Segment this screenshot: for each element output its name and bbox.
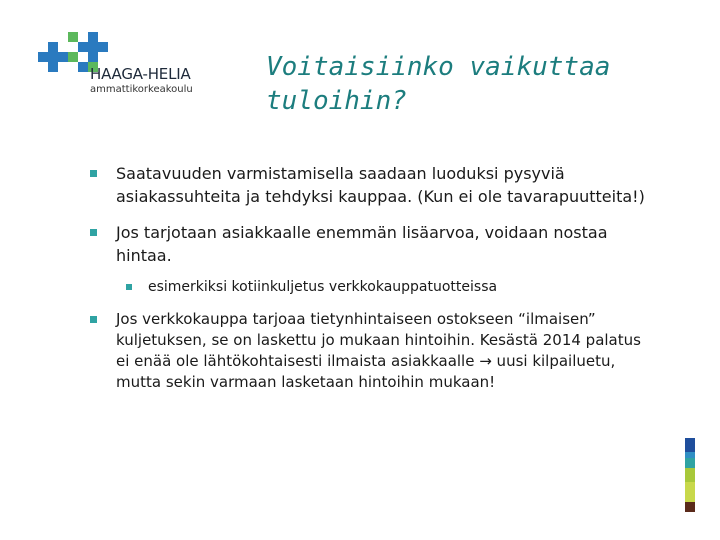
bullet-text: Jos tarjotaan asiakkaalle enemmän lisäarvoa, voidaan nostaa hintaa. [116, 223, 608, 265]
haaga-helia-logo [38, 32, 208, 102]
bullet-square-icon [90, 316, 97, 323]
deco-segment [685, 438, 695, 452]
logo-name: HAAGA-HELIA [90, 65, 191, 83]
slide-content [90, 162, 650, 393]
decorative-color-bar [685, 438, 695, 512]
bullet-item [90, 309, 650, 393]
sub-bullet-text: esimerkiksi kotiinkuljetus verkkokauppatuotteissa [148, 279, 498, 295]
sub-bullet-item [126, 277, 650, 297]
bullet-item [90, 221, 650, 267]
deco-segment [685, 482, 695, 502]
slide-title: Voitaisiinko vaikuttaa tuloihin? [266, 52, 611, 116]
bullet-square-icon [90, 229, 97, 236]
bullet-item [90, 162, 650, 208]
bullet-text: Saatavuuden varmistamisella saadaan luoduksi pysyviä asiakassuhteita ja tehdyksi kauppaa. (Kun ei ole tavarapuutteita!) [116, 164, 645, 206]
bullet-text: Jos verkkokauppa tarjoaa tietynhintaiseen ostokseen “ilmaisen” kuljetuksen, se on laskettu jo mukaan hintoihin. Kesästä 2014 palatus ei enää ole lähtökohtaisesti ilmaista asiakkaalle → uusi kilpailuetu, mutta sekin varmaan lasketaan hintoihin mukaan! [116, 310, 641, 391]
deco-segment [685, 502, 695, 512]
bullet-square-icon [126, 284, 132, 290]
deco-segment [685, 468, 695, 482]
bullet-square-icon [90, 170, 97, 177]
deco-segment [685, 458, 695, 468]
logo-subtitle: ammattikorkeakoulu [90, 84, 193, 95]
